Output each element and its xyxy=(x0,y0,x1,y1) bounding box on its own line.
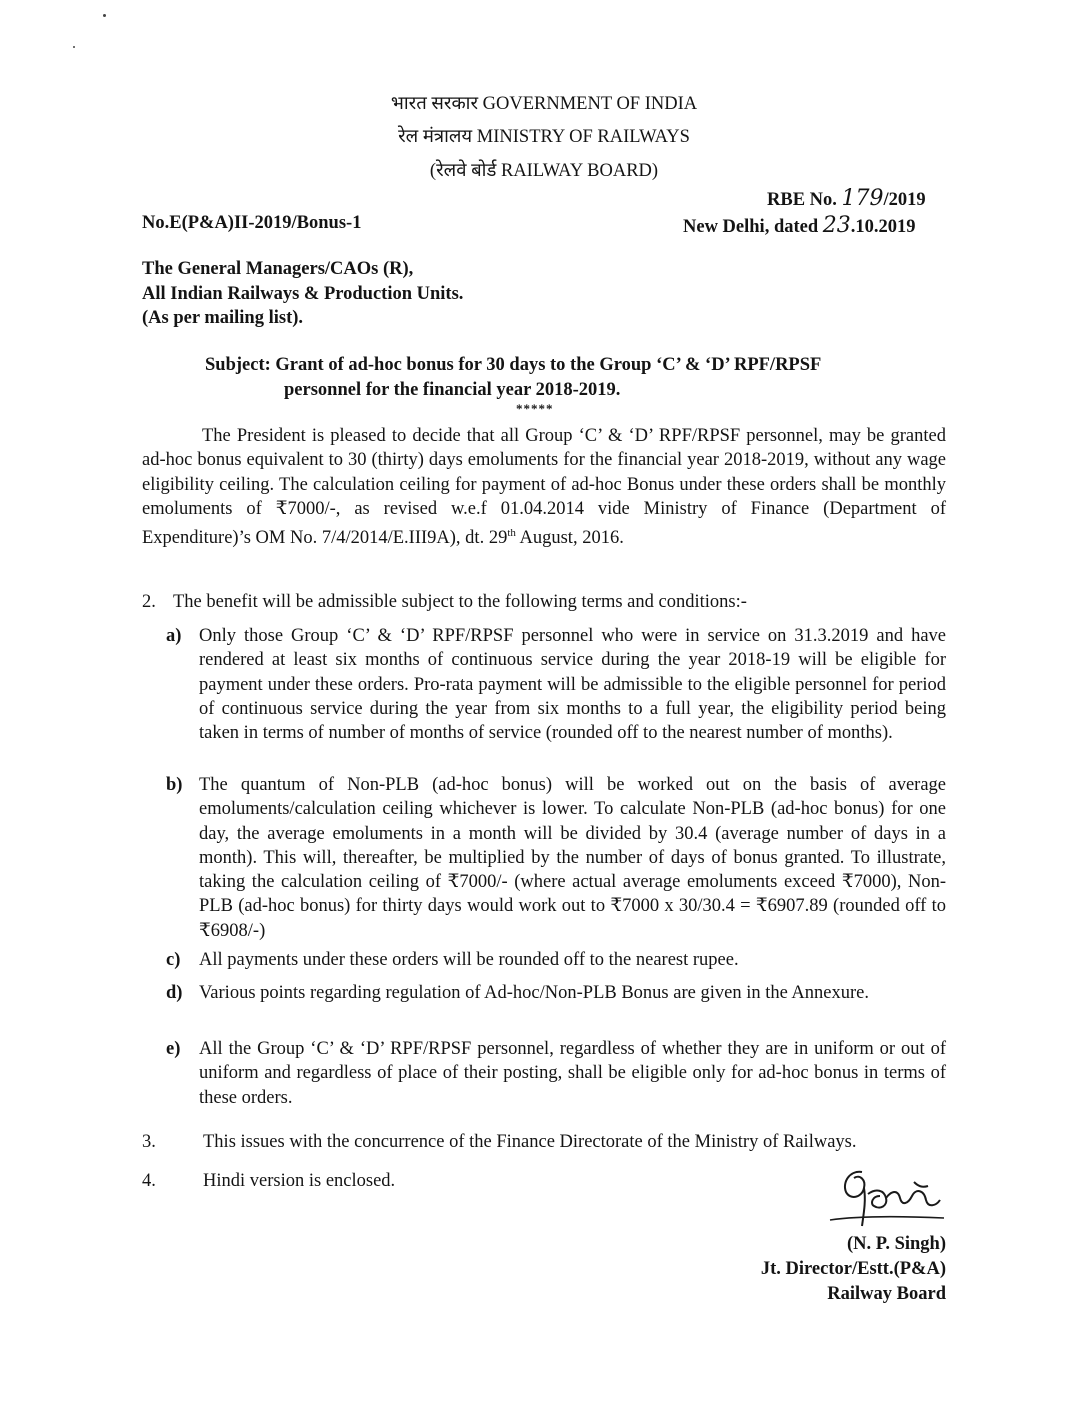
condition-item-a xyxy=(166,624,946,745)
condition-item-e xyxy=(166,1037,946,1110)
point-4-text: Hindi version is enclosed. xyxy=(203,1171,396,1191)
point-2-text: The benefit will be admissible subject to the following terms and conditions:- xyxy=(173,592,747,612)
header-government: भारत सरकार GOVERNMENT OF INDIA xyxy=(390,94,698,114)
condition-item-b xyxy=(166,773,946,943)
paragraph-1-superscript: th xyxy=(507,527,516,540)
condition-text: All the Group ‘C’ & ‘D’ RPF/RPSF personnel, regardless of whether they are in uniform or out of uniform and regardless of place of their posting, shall be eligible only for ad-hoc bonus in terms of these orders. xyxy=(199,1039,946,1108)
point-3-text: This issues with the concurrence of the Finance Directorate of the Ministry of Railways. xyxy=(203,1132,857,1152)
rbe-handwritten-number: 179 xyxy=(841,186,884,211)
point-4-number: 4. xyxy=(142,1171,156,1191)
point-3-number: 3. xyxy=(142,1132,156,1152)
subject-separator-stars: ***** xyxy=(516,401,554,416)
subject-line-2: personnel for the financial year 2018-2019. xyxy=(284,380,621,400)
subject-line-1: Subject: Grant of ad-hoc bonus for 30 days to the Group ‘C’ & ‘D’ RPF/RPSF xyxy=(205,355,822,375)
header-ministry: रेल मंत्रालय MINISTRY OF RAILWAYS xyxy=(398,127,690,147)
scan-speck xyxy=(103,14,106,17)
handwritten-signature-icon xyxy=(828,1160,948,1240)
condition-item-d xyxy=(166,981,946,1005)
condition-label: d) xyxy=(166,983,183,1003)
scan-speck xyxy=(73,46,75,48)
point-2-number: 2. xyxy=(142,592,156,612)
condition-text: All payments under these orders will be rounded off to the nearest rupee. xyxy=(199,950,739,970)
dated-suffix: .10.2019 xyxy=(850,217,916,237)
signature-block xyxy=(761,1232,946,1307)
condition-label: c) xyxy=(166,950,181,970)
dated-handwritten-day: 23 xyxy=(822,213,851,238)
paragraph-1-end: August, 2016. xyxy=(515,528,624,549)
file-number: No.E(P&A)II-2019/Bonus-1 xyxy=(142,213,362,233)
signatory-name: (N. P. Singh) xyxy=(846,1234,946,1254)
signatory-office: Railway Board xyxy=(827,1284,946,1304)
condition-label: a) xyxy=(166,626,182,646)
condition-label: e) xyxy=(166,1039,181,1059)
rbe-number xyxy=(767,186,926,211)
date-line xyxy=(683,213,916,238)
addressee-line-2: All Indian Railways & Production Units. xyxy=(142,284,464,304)
header-board: (रेलवे बोर्ड RAILWAY BOARD) xyxy=(429,161,659,181)
addressee-line-1: The General Managers/CAOs (R), xyxy=(142,259,414,279)
signatory-designation: Jt. Director/Estt.(P&A) xyxy=(760,1259,946,1279)
condition-item-c xyxy=(166,948,946,972)
condition-text: Only those Group ‘C’ & ‘D’ RPF/RPSF personnel who were in service on 31.3.2019 and have rendered at least six months of continuous service during the year 2018-19 will be eligible for payment under these orders. Pro-rata payment will be admissible to the eligible personnel for period of continuous service during the year from six months to a full year, the eligibility period being taken in terms of number of months of service (rounded off to the nearest number of months). xyxy=(199,626,946,744)
paragraph-1-text: The President is pleased to decide that all Group ‘C’ & ‘D’ RPF/RPSF personnel, may be granted ad-hoc bonus equivalent to 30 (thirty) days emoluments for the financial year 2018-2019, without any wage eligibility ceiling. The calculation ceiling for payment of ad-hoc Bonus under these orders shall be monthly emoluments of ₹7000/-, as revised w.e.f 01.04.2014 vide Ministry of Finance (Department of Expenditure)’s OM No. 7/4/2014/E.III9A), dt. 29 xyxy=(142,426,946,549)
condition-text: Various points regarding regulation of Ad-hoc/Non-PLB Bonus are given in the Annexure. xyxy=(199,983,869,1003)
condition-label: b) xyxy=(166,775,183,795)
dated-prefix: New Delhi, dated xyxy=(683,217,819,237)
condition-text: The quantum of Non-PLB (ad-hoc bonus) will be worked out on the basis of average emoluments/calculation ceiling whichever is lower. To calculate Non-PLB (ad-hoc bonus) for one day, the average emoluments in a month will be divided by 30.4 (average number of days in a month). This will, thereafter, be multiplied by the number of days of bonus granted. To illustrate, taking the calculation ceiling of ₹7000/- (where actual average emoluments exceed ₹7000), Non-PLB (ad-hoc bonus) for thirty days would work out to ₹7000 x 30/30.4 = ₹6907.89 (rounded off to ₹6908/-) xyxy=(199,775,946,941)
addressee-line-3: (As per mailing list). xyxy=(142,308,304,328)
rbe-prefix: RBE No. xyxy=(767,190,837,210)
paragraph-1 xyxy=(142,424,946,551)
rbe-suffix: /2019 xyxy=(883,190,926,210)
